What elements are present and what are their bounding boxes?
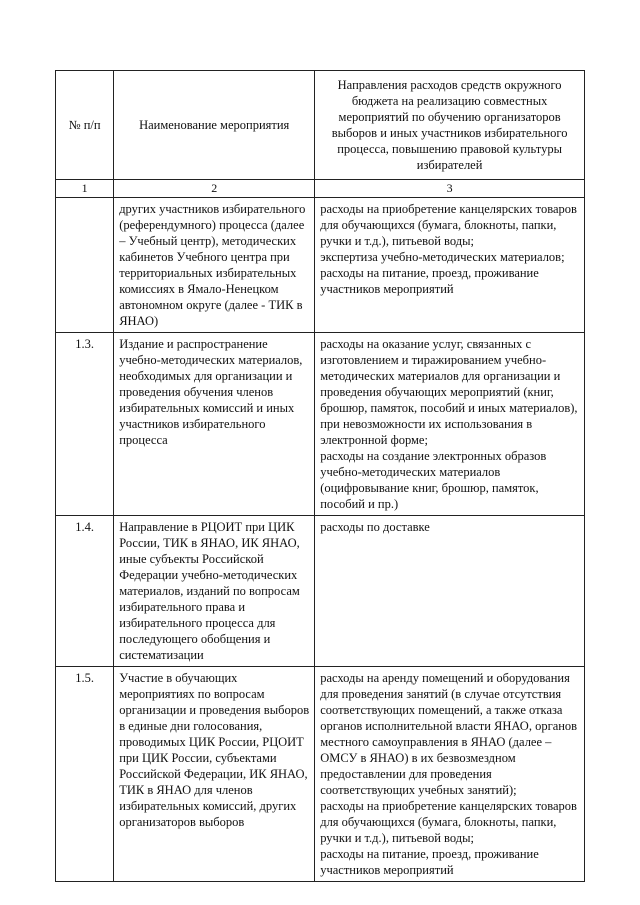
column-number: 2	[114, 180, 315, 198]
table-row	[56, 333, 585, 516]
column-number: 3	[315, 180, 585, 198]
event-name: Направление в РЦОИТ при ЦИК России, ТИК в ЯНАО, ИК ЯНАО, иные субъекты Российской Федерации учебно-методических материалов, изданий по вопросам избирательного права и избирательного процесса для последующего обобщения и систематизации	[114, 516, 315, 667]
table-header-row	[56, 71, 585, 180]
expense-line: расходы на создание электронных образов учебно-методических материалов (оцифровывание книг, брошюр, памяток, пособий и пр.)	[320, 449, 547, 512]
expense-directions	[315, 667, 585, 882]
expense-line: расходы на оказание услуг, связанных с изготовлением и тиражированием учебно-методических материалов для организации и проведения обучающих мероприятий (книг, брошюр, памяток, пособий и иных материалов), при невозможности их использования в электронной форме;	[320, 337, 578, 448]
event-name: Участие в обучающих мероприятиях по вопросам организации и проведения выборов в единые дни голосования, проводимых ЦИК России, РЦОИТ при ЦИК России, субъектами Российской Федерации, ИК ЯНАО, ТИК в ЯНАО для членов избирательных комиссий, других организаторов выборов	[114, 667, 315, 882]
expense-directions	[315, 516, 585, 667]
expense-line: расходы на питание, проезд, проживание участников мероприятий	[320, 266, 539, 297]
expense-line: расходы на приобретение канцелярских товаров для обучающихся (бумага, блокноты, папки, ручки и т.д.), питьевой воды;	[320, 202, 577, 249]
expense-directions	[315, 333, 585, 516]
expense-line: расходы на приобретение канцелярских товаров для обучающихся (бумага, блокноты, папки, ручки и т.д.), питьевой воды;	[320, 799, 577, 846]
column-number: 1	[56, 180, 114, 198]
expense-directions	[315, 198, 585, 333]
expense-line: расходы по доставке	[320, 520, 430, 535]
header-event-name: Наименование мероприятия	[114, 71, 315, 180]
row-number: 1.5.	[56, 667, 114, 882]
expense-line: расходы на аренду помещений и оборудования для проведения занятий (в случае отсутствия соответствующих помещений, а также отказа органов исполнительной власти ЯНАО, органов местного самоуправления в ЯНАО (далее – ОМСУ в ЯНАО) в их безвозмездном предоставлении для проведения соответствующих учебных занятий);	[320, 671, 578, 798]
header-number: № п/п	[56, 71, 114, 180]
expense-line: экспертиза учебно-методических материалов;	[320, 250, 565, 265]
header-expense-directions: Направления расходов средств окружного бюджета на реализацию совместных мероприятий по обучению организаторов выборов и иных участников избирательного процесса, повышению правовой культуры избирателей	[315, 71, 585, 180]
row-number: 1.3.	[56, 333, 114, 516]
expenses-table	[55, 70, 585, 882]
table-row	[56, 667, 585, 882]
column-numbers-row	[56, 180, 585, 198]
table-row	[56, 198, 585, 333]
event-name: других участников избирательного (референдумного) процесса (далее – Учебный центр), методических кабинетов Учебного центра при территориальных избирательных комиссиях в Ямало-Ненецком автономном округе (далее - ТИК в ЯНАО)	[114, 198, 315, 333]
event-name: Издание и распространение учебно-методических материалов, необходимых для организации и проведения обучения членов избирательных комиссий и иных участников избирательного процесса	[114, 333, 315, 516]
row-number	[56, 198, 114, 333]
row-number: 1.4.	[56, 516, 114, 667]
expense-line: расходы на питание, проезд, проживание участников мероприятий	[320, 847, 539, 878]
table-row	[56, 516, 585, 667]
